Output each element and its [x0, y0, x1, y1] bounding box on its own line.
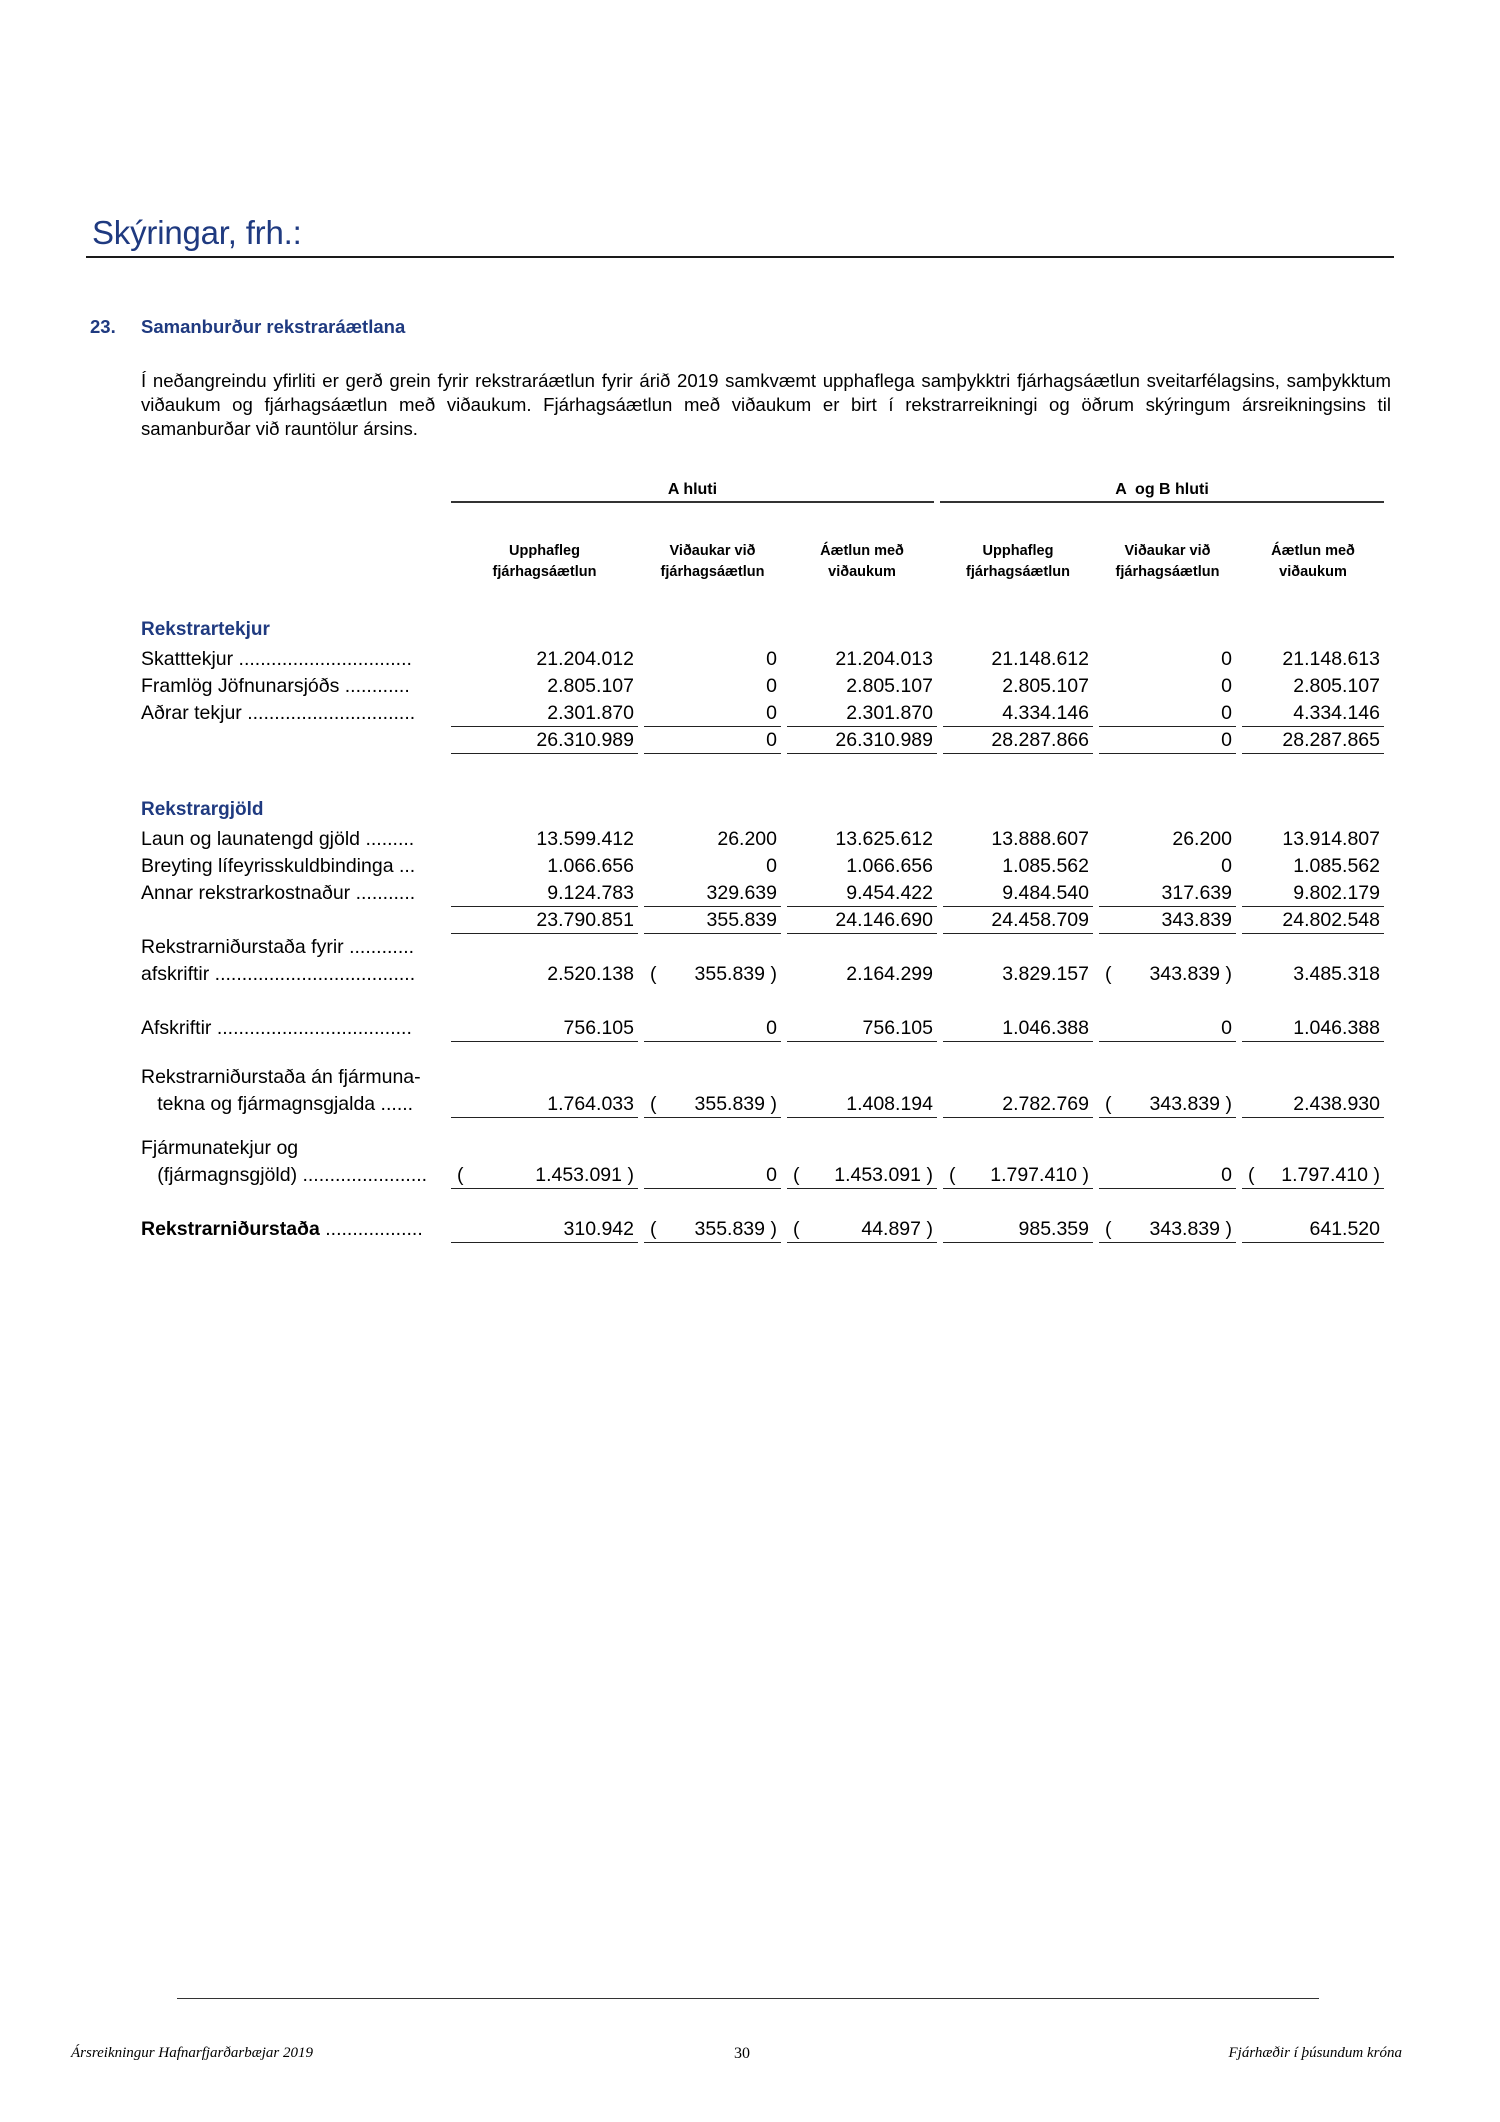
group-header-a-og-b-hluti: A og B hluti — [1115, 481, 1209, 498]
negative-paren-open: ( — [793, 1164, 800, 1186]
row-label-text: (fjármagnsgjöld) ....................... — [141, 1164, 428, 1186]
table-cell — [451, 907, 638, 934]
cell-value: 0 — [766, 675, 777, 697]
table-cell — [787, 727, 937, 754]
table-cell — [943, 1091, 1093, 1118]
category-income: Rekstrartekjur — [141, 619, 270, 640]
row-label — [141, 1016, 441, 1040]
cell-value: 9.802.179 — [1293, 882, 1380, 904]
cell-value: 21.148.613 — [1282, 648, 1380, 670]
cell-value: 1.797.410 — [1281, 1164, 1368, 1186]
negative-paren-open: ( — [1105, 963, 1112, 985]
row-label — [141, 854, 441, 878]
column-header — [787, 541, 937, 583]
table-cell — [943, 826, 1093, 852]
cell-value: 1.797.410 — [990, 1164, 1077, 1186]
table-cell — [943, 961, 1093, 987]
table-cell — [644, 1216, 781, 1243]
category-expenses: Rekstrargjöld — [141, 799, 264, 820]
cell-value: 26.200 — [717, 828, 777, 850]
row-label — [141, 1092, 441, 1116]
table-cell — [644, 1015, 781, 1042]
table-cell — [451, 880, 638, 907]
cell-value: 1.046.388 — [1293, 1017, 1380, 1039]
cell-value: 0 — [766, 1164, 777, 1186]
intro-paragraph: Í neðangreindu yfirliti er gerð grein fyrir rekstraráætlun fyrir árið 2019 samkvæmt upphaflega samþykktri fjárhagsáætlun sveitarfélagsins, samþykktum viðaukum og fjárhagsáætlun með viðaukum. Fjárhagsáætlun með viðaukum er birt í rekstrarreikningi og öðrum skýringum ársreikningsins til samanburðar við rauntölur ársins. — [141, 370, 1391, 439]
cell-value: 1.066.656 — [547, 855, 634, 877]
cell-value: 21.204.013 — [835, 648, 933, 670]
cell-value: 3.829.157 — [1002, 963, 1089, 985]
cell-value: 26.310.989 — [536, 729, 634, 751]
table-cell — [1242, 880, 1384, 907]
table-cell — [451, 1216, 638, 1243]
column-header — [451, 541, 638, 583]
column-header-line1: Viðaukar við — [669, 543, 756, 559]
negative-paren-close: ) — [770, 1218, 777, 1240]
row-label-line1: Fjármunatekjur og — [141, 1137, 299, 1159]
negative-paren-open: ( — [793, 1218, 800, 1240]
table-cell — [943, 1216, 1093, 1243]
column-header — [644, 541, 781, 583]
table-cell — [451, 1015, 638, 1042]
table-cell — [1242, 646, 1384, 672]
table-cell — [644, 1162, 781, 1189]
cell-value: 310.942 — [563, 1218, 634, 1240]
footer-rule — [177, 1998, 1319, 1999]
table-cell — [451, 673, 638, 699]
row-label-text: tekna og fjármagnsgjalda ...... — [141, 1093, 414, 1115]
row-label-text: Framlög Jöfnunarsjóðs ............ — [141, 675, 410, 697]
negative-paren-close: ) — [770, 1093, 777, 1115]
table-cell — [1099, 907, 1236, 934]
cell-value: 0 — [766, 702, 777, 724]
cell-value: 641.520 — [1309, 1218, 1380, 1240]
cell-value: 0 — [1221, 729, 1232, 751]
row-label-text: .................. — [319, 1218, 423, 1240]
cell-value: 0 — [1221, 675, 1232, 697]
cell-value: 0 — [1221, 1164, 1232, 1186]
table-cell — [1099, 700, 1236, 727]
cell-value: 24.146.690 — [835, 909, 933, 931]
group-rule-a — [451, 501, 934, 503]
negative-paren-close: ) — [770, 963, 777, 985]
negative-paren-open: ( — [650, 963, 657, 985]
table-cell — [787, 826, 937, 852]
cell-value: 3.485.318 — [1293, 963, 1380, 985]
cell-value: 0 — [1221, 648, 1232, 670]
cell-value: 2.805.107 — [1293, 675, 1380, 697]
table-cell — [943, 727, 1093, 754]
column-header-line2: viðaukum — [828, 564, 896, 580]
cell-value: 355.839 — [694, 1218, 765, 1240]
column-header-line1: Upphafleg — [982, 543, 1054, 559]
table-cell — [943, 646, 1093, 672]
table-cell — [451, 727, 638, 754]
negative-paren-close: ) — [1225, 963, 1232, 985]
table-cell — [644, 880, 781, 907]
footer-page-number: 30 — [734, 2045, 750, 2062]
table-cell — [1242, 1091, 1384, 1118]
row-label-text: Afskriftir .................................... — [141, 1017, 412, 1039]
table-cell — [787, 1091, 937, 1118]
table-cell — [451, 853, 638, 879]
cell-value: 4.334.146 — [1293, 702, 1380, 724]
negative-paren-close: ) — [926, 1218, 933, 1240]
cell-value: 355.839 — [694, 1093, 765, 1115]
cell-value: 343.839 — [1149, 1093, 1220, 1115]
table-cell — [1242, 1015, 1384, 1042]
cell-value: 4.334.146 — [1002, 702, 1089, 724]
table-cell — [943, 880, 1093, 907]
table-cell — [451, 826, 638, 852]
column-header — [943, 541, 1093, 583]
column-header-line1: Upphafleg — [509, 543, 580, 559]
group-header-a-hluti: A hluti — [667, 481, 718, 498]
table-cell — [1099, 1015, 1236, 1042]
cell-value: 2.301.870 — [846, 702, 933, 724]
column-header-line2: fjárhagsáætlun — [966, 564, 1070, 580]
table-cell — [1242, 907, 1384, 934]
table-cell — [787, 1162, 937, 1189]
table-cell — [1099, 880, 1236, 907]
cell-value: 1.085.562 — [1293, 855, 1380, 877]
cell-value: 28.287.865 — [1282, 729, 1380, 751]
cell-value: 2.805.107 — [547, 675, 634, 697]
cell-value: 756.105 — [563, 1017, 634, 1039]
negative-paren-open: ( — [949, 1164, 956, 1186]
section-heading — [90, 316, 405, 338]
table-cell — [787, 907, 937, 934]
row-label-text: Aðrar tekjur ............................... — [141, 702, 416, 724]
table-cell — [644, 826, 781, 852]
cell-value: 0 — [766, 855, 777, 877]
cell-value: 0 — [766, 729, 777, 751]
cell-value: 28.287.866 — [991, 729, 1089, 751]
table-cell — [1099, 1216, 1236, 1243]
cell-value: 0 — [1221, 855, 1232, 877]
negative-paren-close: ) — [1373, 1164, 1380, 1186]
column-header-line2: viðaukum — [1279, 564, 1347, 580]
cell-value: 355.839 — [706, 909, 777, 931]
cell-value: 317.639 — [1161, 882, 1232, 904]
row-label — [141, 1217, 441, 1241]
row-label-line1: Rekstrarniðurstaða fyrir ............ — [141, 936, 415, 958]
table-cell — [787, 853, 937, 879]
table-cell — [787, 880, 937, 907]
cell-value: 2.782.769 — [1002, 1093, 1089, 1115]
table-cell — [644, 853, 781, 879]
cell-value: 756.105 — [862, 1017, 933, 1039]
row-label-line1: Rekstrarniðurstaða án fjármuna- — [141, 1066, 421, 1088]
table-cell — [1242, 673, 1384, 699]
cell-value: 21.148.612 — [991, 648, 1089, 670]
table-cell — [943, 1015, 1093, 1042]
table-cell — [1242, 1216, 1384, 1243]
table-cell — [644, 907, 781, 934]
cell-value: 1.046.388 — [1002, 1017, 1089, 1039]
cell-value: 2.805.107 — [846, 675, 933, 697]
cell-value: 2.520.138 — [547, 963, 634, 985]
cell-value: 1.453.091 — [535, 1164, 622, 1186]
table-cell — [1242, 1162, 1384, 1189]
table-cell — [1099, 673, 1236, 699]
table-cell — [943, 673, 1093, 699]
row-label — [141, 962, 441, 986]
cell-value: 343.839 — [1149, 963, 1220, 985]
row-label — [141, 827, 441, 851]
row-label-text: Annar rekstrarkostnaður ........... — [141, 882, 416, 904]
negative-paren-open: ( — [1105, 1218, 1112, 1240]
cell-value: 0 — [1221, 702, 1232, 724]
table-cell — [1099, 961, 1236, 987]
cell-value: 1.764.033 — [547, 1093, 634, 1115]
cell-value: 26.310.989 — [835, 729, 933, 751]
negative-paren-open: ( — [1248, 1164, 1255, 1186]
cell-value: 2.805.107 — [1002, 675, 1089, 697]
table-cell — [1099, 1091, 1236, 1118]
cell-value: 1.066.656 — [846, 855, 933, 877]
negative-paren-open: ( — [650, 1093, 657, 1115]
cell-value: 26.200 — [1172, 828, 1232, 850]
table-cell — [644, 646, 781, 672]
footer-report-title: Ársreikningur Hafnarfjarðarbæjar 2019 — [71, 2045, 313, 2061]
section-title: Samanburður rekstraráætlana — [141, 316, 406, 337]
table-cell — [1242, 853, 1384, 879]
table-cell — [451, 1162, 638, 1189]
column-header-line2: fjárhagsáætlun — [1115, 564, 1220, 580]
table-cell — [787, 1216, 937, 1243]
table-cell — [451, 1091, 638, 1118]
column-header-line2: fjárhagsáætlun — [660, 564, 765, 580]
table-cell — [787, 646, 937, 672]
cell-value: 24.458.709 — [991, 909, 1089, 931]
negative-paren-open: ( — [1105, 1093, 1112, 1115]
table-cell — [644, 961, 781, 987]
table-cell — [1242, 826, 1384, 852]
cell-value: 1.453.091 — [834, 1164, 921, 1186]
cell-value: 343.839 — [1161, 909, 1232, 931]
cell-value: 2.164.299 — [846, 963, 933, 985]
table-cell — [1242, 961, 1384, 987]
table-cell — [1242, 727, 1384, 754]
row-label — [141, 647, 441, 671]
table-cell — [787, 1015, 937, 1042]
table-cell — [451, 961, 638, 987]
row-label-bold: Rekstrarniðurstaða — [141, 1218, 320, 1240]
column-header-line2: fjárhagsáætlun — [492, 564, 597, 580]
negative-paren-close: ) — [1225, 1093, 1232, 1115]
table-cell — [787, 961, 937, 987]
cell-value: 0 — [1221, 1017, 1232, 1039]
column-header — [1242, 541, 1384, 583]
table-cell — [1099, 826, 1236, 852]
negative-paren-close: ) — [1225, 1218, 1232, 1240]
table-cell — [787, 673, 937, 699]
row-label — [141, 881, 441, 905]
table-cell — [1099, 646, 1236, 672]
negative-paren-close: ) — [926, 1164, 933, 1186]
table-cell — [943, 1162, 1093, 1189]
row-label-text: Breyting lífeyrisskuldbindinga ... — [141, 855, 416, 877]
table-cell — [1099, 1162, 1236, 1189]
row-label — [141, 1163, 441, 1187]
row-label — [141, 701, 441, 725]
negative-paren-close: ) — [1082, 1164, 1089, 1186]
table-cell — [943, 907, 1093, 934]
cell-value: 21.204.012 — [536, 648, 634, 670]
negative-paren-open: ( — [650, 1218, 657, 1240]
table-cell — [1099, 853, 1236, 879]
table-cell — [644, 700, 781, 727]
cell-value: 23.790.851 — [536, 909, 634, 931]
cell-value: 9.454.422 — [846, 882, 933, 904]
table-cell — [644, 673, 781, 699]
cell-value: 13.599.412 — [536, 828, 634, 850]
table-cell — [943, 853, 1093, 879]
cell-value: 2.438.930 — [1293, 1093, 1380, 1115]
table-cell — [943, 700, 1093, 727]
table-cell — [644, 727, 781, 754]
column-header — [1099, 541, 1236, 583]
cell-value: 355.839 — [694, 963, 765, 985]
cell-value: 24.802.548 — [1282, 909, 1380, 931]
row-label-text: Laun og launatengd gjöld ......... — [141, 828, 415, 850]
cell-value: 985.359 — [1018, 1218, 1089, 1240]
column-header-line1: Áætlun með — [1271, 543, 1355, 559]
column-header-line1: Áætlun með — [820, 543, 904, 559]
group-rule-ab — [940, 501, 1384, 503]
cell-value: 9.484.540 — [1002, 882, 1089, 904]
negative-paren-open: ( — [457, 1164, 464, 1186]
row-label-text: afskriftir ..................................... — [141, 963, 416, 985]
page-title: Skýringar, frh.: — [92, 214, 302, 251]
table-cell — [451, 700, 638, 727]
table-cell — [644, 1091, 781, 1118]
cell-value: 2.301.870 — [547, 702, 634, 724]
column-header-line1: Viðaukar við — [1124, 543, 1211, 559]
table-cell — [787, 700, 937, 727]
cell-value: 1.085.562 — [1002, 855, 1089, 877]
cell-value: 9.124.783 — [547, 882, 634, 904]
cell-value: 13.625.612 — [835, 828, 933, 850]
cell-value: 0 — [766, 1017, 777, 1039]
cell-value: 0 — [766, 648, 777, 670]
cell-value: 13.888.607 — [991, 828, 1089, 850]
cell-value: 13.914.807 — [1282, 828, 1380, 850]
row-label-text: Skatttekjur ................................ — [141, 648, 412, 670]
cell-value: 329.639 — [706, 882, 777, 904]
cell-value: 44.897 — [861, 1218, 921, 1240]
cell-value: 343.839 — [1149, 1218, 1220, 1240]
footer-amount-note: Fjárhæðir í þúsundum króna — [1228, 2045, 1402, 2061]
table-cell — [1242, 700, 1384, 727]
section-number: 23. — [90, 316, 116, 337]
row-label — [141, 674, 441, 698]
table-cell — [451, 646, 638, 672]
cell-value: 1.408.194 — [846, 1093, 933, 1115]
negative-paren-close: ) — [627, 1164, 634, 1186]
title-rule — [86, 256, 1394, 258]
table-cell — [1099, 727, 1236, 754]
